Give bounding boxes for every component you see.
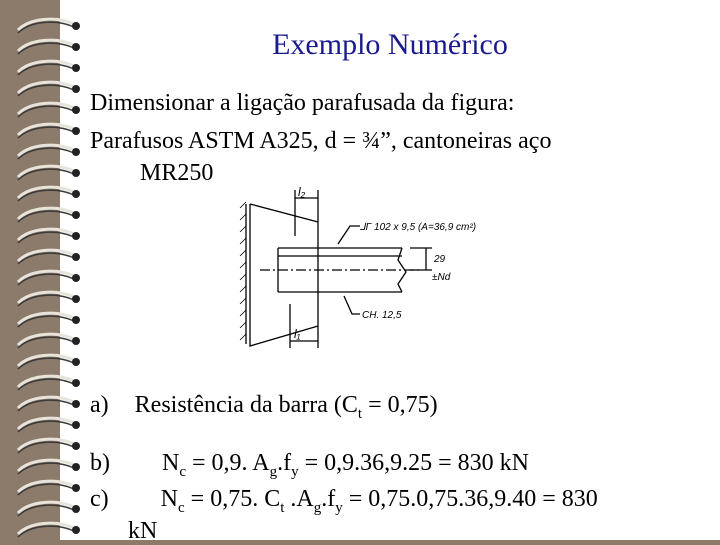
- slide-title: Exemplo Numérico: [272, 28, 508, 61]
- item-c: [90, 486, 598, 517]
- spiral-hole: [72, 127, 80, 135]
- label-nd: ±Nd: [432, 272, 451, 283]
- spiral-hole: [72, 169, 80, 177]
- item-b-n: N: [162, 450, 180, 476]
- item-c-part4: = 0,75.0,75.36,9.40 = 830: [342, 486, 598, 512]
- spiral-hole: [72, 148, 80, 156]
- item-c-n-sub: c: [178, 499, 185, 516]
- spiral-hole: [72, 442, 80, 450]
- label-l2: l₂: [298, 186, 306, 199]
- item-a: [90, 392, 438, 423]
- spiral-hole: [72, 316, 80, 324]
- item-c-part1: = 0,75. C: [184, 486, 281, 512]
- item-a-text: Resistência da barra (C: [134, 392, 358, 418]
- item-c-wrap: kN: [128, 518, 158, 544]
- item-c-a-sub: g: [313, 499, 322, 516]
- spiral-binding-icon: [0, 0, 90, 540]
- spiral-hole: [72, 211, 80, 219]
- spiral-hole: [72, 295, 80, 303]
- item-b-part3: = 0,9.36,9.25 = 830 kN: [298, 450, 529, 476]
- item-b-marker: b): [90, 450, 110, 476]
- item-c-n: N: [160, 486, 178, 512]
- intro-line-1: Dimensionar a ligação parafusada da figura:: [90, 90, 515, 116]
- item-b-a-sub: g: [269, 463, 278, 480]
- item-a-suffix: = 0,75): [362, 392, 438, 418]
- item-b-f-sub: y: [291, 463, 299, 480]
- item-b-part1: = 0,9. A: [186, 450, 270, 476]
- spiral-hole: [72, 505, 80, 513]
- spiral-hole: [72, 106, 80, 114]
- spiral-hole: [72, 400, 80, 408]
- spiral-hole: [72, 526, 80, 534]
- item-c-part2: .A: [284, 486, 314, 512]
- connection-figure: [220, 186, 510, 356]
- label-angle: ⅃Γ 102 x 9,5 (A=36,9 cm²): [360, 222, 477, 233]
- item-c-f-sub: y: [335, 499, 343, 516]
- item-b-part2: .f: [277, 450, 292, 476]
- spiral-hole: [72, 358, 80, 366]
- spiral-hole: [72, 85, 80, 93]
- item-a-sub: t: [357, 405, 363, 422]
- spiral-hole: [72, 43, 80, 51]
- label-l1: l₁: [294, 327, 301, 341]
- spiral-hole: [72, 337, 80, 345]
- spiral-hole: [72, 64, 80, 72]
- item-c-marker: c): [90, 486, 109, 512]
- spiral-hole: [72, 232, 80, 240]
- item-b-n-sub: c: [179, 463, 187, 480]
- label-29: 29: [434, 254, 446, 265]
- spiral-hole: [72, 22, 80, 30]
- spiral-hole: [72, 274, 80, 282]
- intro-line-3: MR250: [140, 160, 214, 186]
- spiral-hole: [72, 190, 80, 198]
- intro-line-2: Parafusos ASTM A325, d = ¾”, cantoneiras aço: [90, 128, 552, 154]
- label-plate: CH. 12,5: [362, 310, 402, 321]
- item-c-part3: .f: [321, 486, 336, 512]
- item-b: [90, 450, 529, 481]
- spiral-hole: [72, 421, 80, 429]
- spiral-hole: [72, 463, 80, 471]
- spiral-hole: [72, 379, 80, 387]
- spiral-hole: [72, 253, 80, 261]
- item-a-marker: a): [90, 392, 109, 418]
- spiral-hole: [72, 484, 80, 492]
- item-c-c-sub: t: [280, 499, 285, 516]
